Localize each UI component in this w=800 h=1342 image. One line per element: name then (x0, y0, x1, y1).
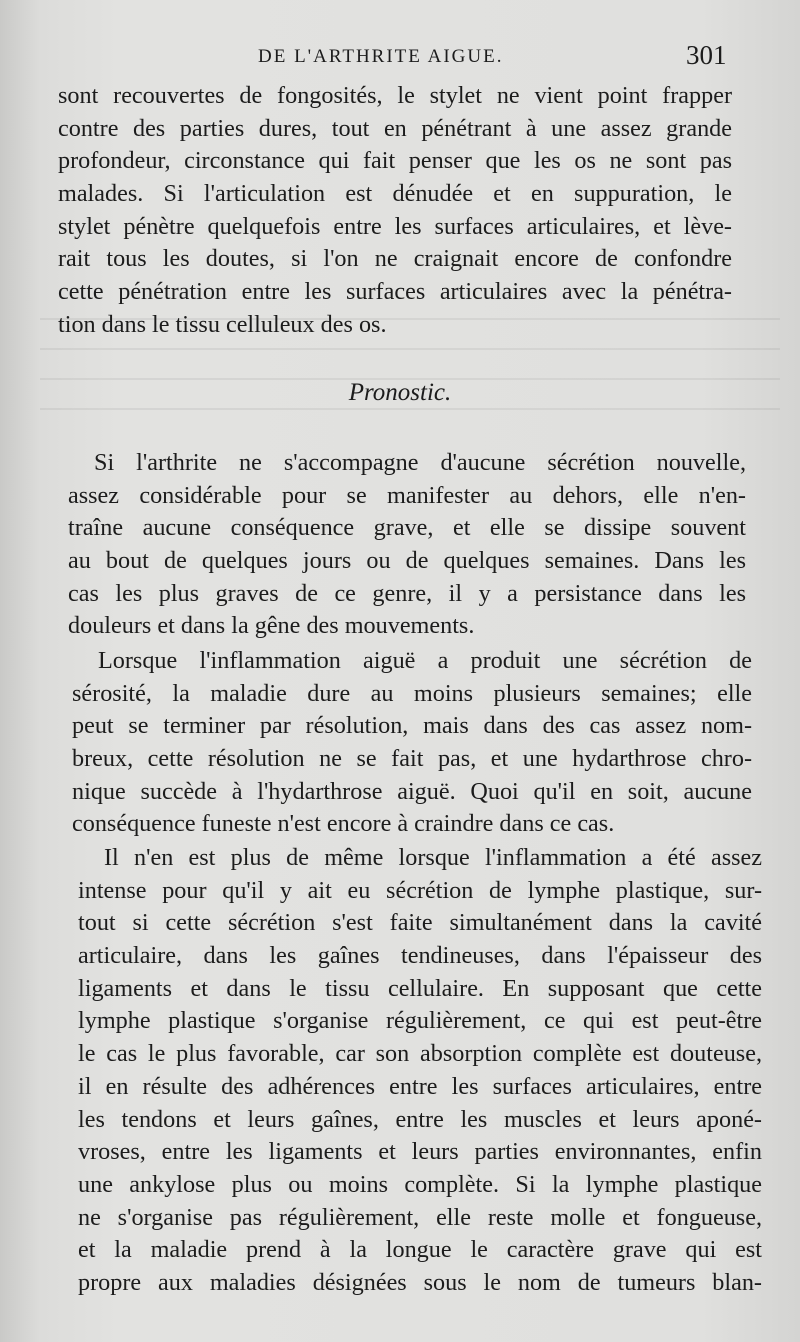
paragraph (78, 842, 762, 1300)
text-line: lymphe plastique s'organise régulièrement, ce qui est peut-être (78, 1007, 762, 1035)
text-line: nique succède à l'hydarthrose aiguë. Quoi qu'il en soit, aucune (72, 777, 752, 805)
text-line: sérosité, la maladie dure au moins plusieurs semaines; elle (72, 679, 752, 707)
text-line: sont recouvertes de fongosités, le stylet ne vient point frapper (58, 82, 732, 109)
text-line: Lorsque l'inflammation aiguë a produit une sécrétion de (98, 647, 752, 674)
text-line: cette pénétration entre les surfaces articulaires avec la pénétra- (58, 278, 732, 306)
text-line: malades. Si l'articulation est dénudée et en suppuration, le (58, 180, 732, 208)
running-head: DE L'ARTHRITE AIGUE. (258, 46, 504, 67)
page-header (0, 40, 800, 74)
text-line: articulaire, dans les gaînes tendineuses, dans l'épaisseur des (78, 942, 762, 970)
text-line: propre aux maladies désignées sous le nom de tumeurs blan- (78, 1268, 762, 1296)
text-line: traîne aucune conséquence grave, et elle se dissipe souvent (68, 514, 746, 542)
text-line: il en résulte des adhérences entre les surfaces articulaires, entre (78, 1072, 762, 1100)
text-line: assez considérable pour se manifester au dehors, elle n'en- (68, 481, 746, 509)
text-line: contre des parties dures, tout en pénétrant à une assez grande (58, 114, 732, 142)
text-line: ligaments et dans le tissu cellulaire. En supposant que cette (78, 974, 762, 1002)
paragraph (68, 447, 746, 643)
text-line: intense pour qu'il y ait eu sécrétion de lymphe plastique, sur- (78, 876, 762, 904)
text-line: peut se terminer par résolution, mais dans des cas assez nom- (72, 712, 752, 740)
text-line: vroses, entre les ligaments et leurs parties environnantes, enfin (78, 1138, 762, 1166)
text-line: Il n'en est plus de même lorsque l'inflammation a été assez (104, 844, 762, 871)
text-line: profondeur, circonstance qui fait penser que les os ne sont pas (58, 147, 732, 175)
paragraph (72, 645, 752, 841)
text-line: Si l'arthrite ne s'accompagne d'aucune sécrétion nouvelle, (94, 449, 746, 476)
text-line: conséquence funeste n'est encore à craindre dans ce cas. (72, 810, 615, 838)
text-line: au bout de quelques jours ou de quelques semaines. Dans les (68, 547, 746, 575)
page-number: 301 (686, 40, 727, 70)
text-line: le cas le plus favorable, car son absorption complète est douteuse, (78, 1040, 762, 1068)
text-line: tion dans le tissu celluleux des os. (58, 310, 387, 338)
text-line: cas les plus graves de ce genre, il y a persistance dans les (68, 579, 746, 607)
text-line: une ankylose plus ou moins complète. Si la lymphe plastique (78, 1170, 762, 1198)
text-line: tout si cette sécrétion s'est faite simultanément dans la cavité (78, 909, 762, 937)
text-line: les tendons et leurs gaînes, entre les muscles et leurs aponé- (78, 1105, 762, 1133)
text-line: douleurs et dans la gêne des mouvements. (68, 612, 475, 640)
text-line: stylet pénètre quelquefois entre les surfaces articulaires, et lève- (58, 212, 732, 240)
text-line: breux, cette résolution ne se fait pas, et une hydarthrose chro- (72, 745, 752, 773)
text-line: ne s'organise pas régulièrement, elle reste molle et fongueuse, (78, 1203, 762, 1231)
section-title: Pronostic. (348, 379, 452, 406)
text-line: rait tous les doutes, si l'on ne craignait encore de confondre (58, 245, 732, 273)
paragraph-continued (58, 80, 732, 342)
text-line: et la maladie prend à la longue le caractère grave qui est (78, 1236, 762, 1264)
